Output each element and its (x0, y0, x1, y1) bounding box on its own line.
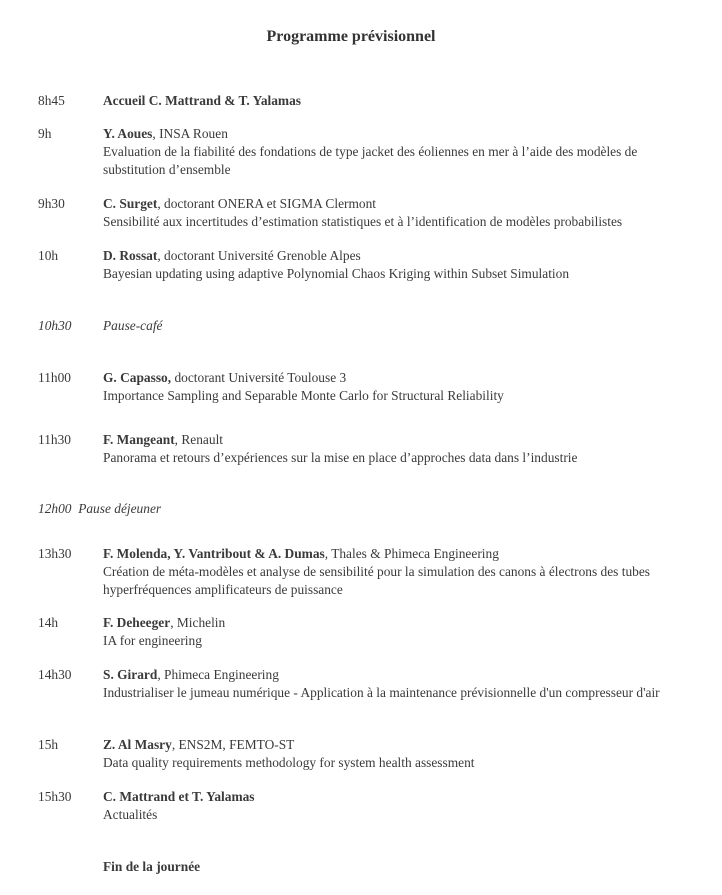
break-entry (38, 317, 678, 335)
break-label: Pause déjeuner (78, 501, 162, 516)
schedule-entry (38, 614, 678, 650)
schedule-entry (38, 125, 678, 179)
entry-talk-title: Sensibilité aux incertitudes d’estimation statistiques et à l’identification de modèles probabilistes (103, 214, 623, 229)
schedule-entry (38, 247, 678, 283)
schedule-entry (38, 369, 678, 405)
break-label: Pause-café (103, 318, 163, 333)
schedule-entry (38, 195, 678, 231)
entry-affiliation: , doctorant Université Grenoble Alpes (157, 248, 361, 263)
entry-time: 14h30 (38, 667, 72, 682)
entry-time: 12h00 (38, 501, 72, 516)
schedule-entry (38, 736, 678, 772)
entry-speaker: D. Rossat (103, 248, 158, 263)
entry-speaker: F. Deheeger (103, 615, 171, 630)
entry-affiliation: , Michelin (170, 615, 226, 630)
schedule-entry (38, 666, 678, 702)
entry-speaker: F. Mangeant (103, 432, 175, 447)
page-title: Programme prévisionnel (266, 28, 436, 45)
entry-speaker: Accueil C. Mattrand & T. Yalamas (103, 93, 301, 108)
schedule-entry (38, 92, 678, 110)
entry-talk-title: Data quality requirements methodology for system health assessment (103, 755, 475, 770)
entry-speaker: G. Capasso, (103, 370, 172, 385)
schedule-entry (38, 788, 678, 824)
entry-affiliation: , Phimeca Engineering (157, 667, 279, 682)
entry-speaker: Y. Aoues (103, 126, 153, 141)
entry-time: 11h30 (38, 432, 71, 447)
entry-talk-title: Création de méta-modèles et analyse de sensibilité pour la simulation des canons à électrons des tubes hyperfréquences amplificateurs de puissance (103, 564, 650, 597)
schedule-entry (38, 431, 678, 467)
entry-affiliation: , Renault (174, 432, 224, 447)
entry-speaker: C. Surget (103, 196, 158, 211)
break-entry (38, 500, 678, 518)
entry-affiliation: , INSA Rouen (152, 126, 228, 141)
entry-affiliation: doctorant Université Toulouse 3 (171, 370, 347, 385)
entry-talk-title: Panorama et retours d’expériences sur la mise en place d’approches data dans l’industrie (103, 450, 578, 465)
entry-time: 9h30 (38, 196, 65, 211)
entry-talk-title: IA for engineering (103, 633, 202, 648)
entry-time: 11h00 (38, 370, 71, 385)
entry-time: 10h (38, 248, 59, 263)
entry-affiliation: , ENS2M, FEMTO-ST (171, 737, 295, 752)
schedule-entry (38, 545, 678, 599)
entry-time: 15h (38, 737, 59, 752)
entry-time: 8h45 (38, 93, 65, 108)
entry-talk-title: Evaluation de la fiabilité des fondations de type jacket des éoliennes en mer à l’aide des modèles de substitution d’ensemble (103, 144, 638, 177)
entry-talk-title: Actualités (103, 807, 158, 822)
entry-time: 13h30 (38, 546, 72, 561)
closing-entry (38, 858, 678, 876)
entry-speaker: C. Mattrand et T. Yalamas (103, 789, 255, 804)
entry-speaker: F. Molenda, Y. Vantribout & A. Dumas (103, 546, 325, 561)
entry-time: 15h30 (38, 789, 72, 804)
entry-speaker: S. Girard (103, 667, 158, 682)
entry-affiliation: , doctorant ONERA et SIGMA Clermont (157, 196, 377, 211)
closing-label: Fin de la journée (103, 859, 201, 874)
entry-speaker: Z. Al Masry (103, 737, 172, 752)
entry-talk-title: Bayesian updating using adaptive Polynomial Chaos Kriging within Subset Simulation (103, 266, 570, 281)
entry-affiliation: , Thales & Phimeca Engineering (324, 546, 499, 561)
entry-talk-title: Importance Sampling and Separable Monte Carlo for Structural Reliability (103, 388, 504, 403)
entry-talk-title: Industrialiser le jumeau numérique - Application à la maintenance prévisionnelle d'un compresseur d'air (103, 685, 660, 700)
entry-time: 9h (38, 126, 52, 141)
entry-time: 10h30 (38, 318, 72, 333)
entry-time: 14h (38, 615, 59, 630)
